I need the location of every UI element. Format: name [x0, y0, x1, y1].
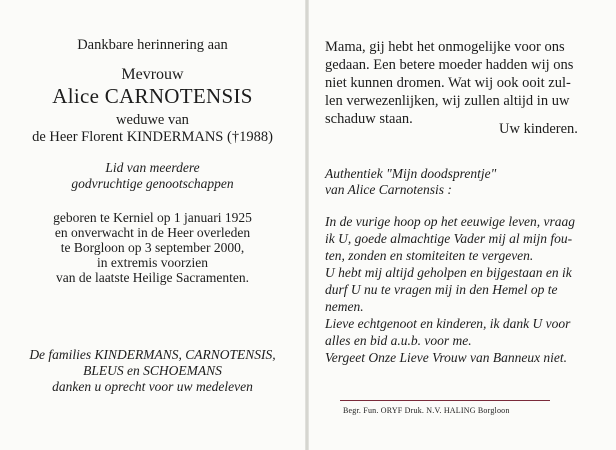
- biography-line: en onverwacht in de Heer overleden: [54, 225, 251, 240]
- prayer-line: durf U nu te vragen mij in den Hemel op te: [325, 282, 558, 297]
- membership-line: Lid van meerdere: [105, 160, 200, 175]
- prayer-heading: van Alice Carnotensis :: [325, 182, 452, 197]
- honorific: Mevrouw: [121, 66, 184, 83]
- biography-line: in extremis voorzien: [97, 255, 208, 270]
- membership-line: godvruchtige genootschappen: [71, 176, 234, 191]
- intro-text: Dankbare herinnering aan: [77, 37, 228, 53]
- families-line: De families KINDERMANS, CARNOTENSIS,: [29, 347, 276, 362]
- prayer-heading: Authentiek "Mijn doodsprentje": [325, 166, 497, 181]
- children-text-line: Mama, gij hebt het onmogelijke voor ons: [325, 39, 565, 55]
- children-text-line: niet kunnen dromen. Wat wij ook ooit zul-: [325, 75, 571, 91]
- biography-line: geboren te Kerniel op 1 januari 1925: [53, 210, 252, 225]
- left-panel: [0, 0, 305, 450]
- prayer-line: nemen.: [325, 299, 364, 314]
- biography-line: van de laatste Heilige Sacramenten.: [55, 270, 250, 285]
- children-text-line: len verwezenlijken, wij zullen altijd in uw: [325, 93, 570, 109]
- families-line: danken u oprecht voor uw medeleven: [52, 379, 253, 394]
- children-text-line: schaduw staan.: [325, 111, 413, 127]
- prayer-line: U hebt mij altijd geholpen en bijgestaan en ik: [325, 265, 572, 280]
- children-signature: Uw kinderen.: [499, 121, 578, 137]
- prayer-line: In de vurige hoop op het eeuwige leven, vraag: [325, 214, 576, 229]
- widow-of-text: weduwe van: [116, 112, 189, 128]
- prayer-line: Lieve echtgenoot en kinderen, ik dank U voor: [325, 316, 571, 331]
- deceased-name: Alice CARNOTENSIS: [52, 84, 253, 108]
- prayer-line: ten, zonden en stomiteiten te vergeven.: [325, 248, 534, 263]
- footer-rule: [340, 400, 550, 401]
- families-line: BLEUS en SCHOEMANS: [83, 363, 222, 378]
- prayer-line: ik U, goede almachtige Vader mij al mijn fou-: [325, 231, 573, 246]
- prayer-line: Vergeet Onze Lieve Vrouw van Banneux niet.: [325, 350, 568, 365]
- children-text-line: gedaan. Een betere moeder hadden wij ons: [325, 57, 574, 73]
- prayer-line: alles en bid a.u.b. voor me.: [325, 333, 472, 348]
- printer-footer: Begr. Fun. ORYF Druk. N.V. HALING Borgloon: [343, 406, 510, 415]
- biography-line: te Borgloon op 3 september 2000,: [60, 240, 245, 255]
- husband-name: de Heer Florent KINDERMANS (†1988): [32, 129, 273, 145]
